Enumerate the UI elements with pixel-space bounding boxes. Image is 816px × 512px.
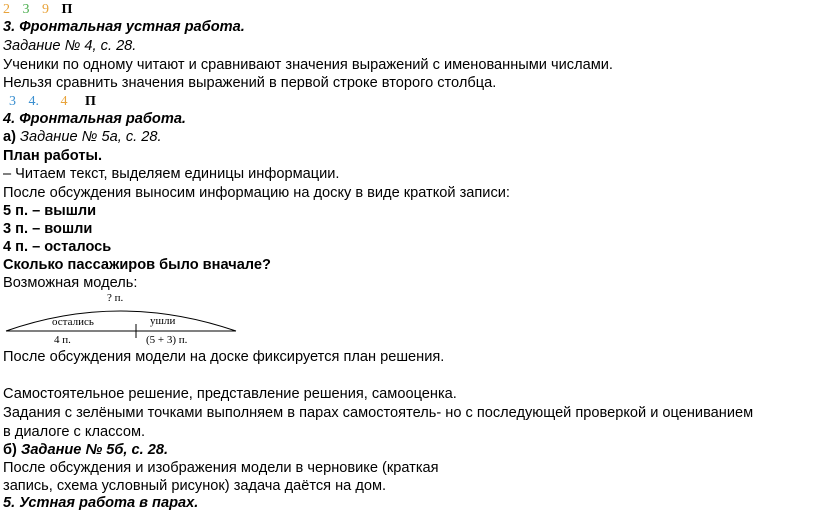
section-3-paragraph-1: Ученики по одному читают и сравнивают значения выражений с именованными числами. [3, 57, 613, 73]
model-intro: Возможная модель: [3, 275, 138, 291]
question: Сколько пассажиров было вначале? [3, 257, 271, 273]
section-4a-letter: а) [3, 129, 16, 145]
section-4a-task: Задание № 5а, с. 28. [20, 129, 162, 145]
marker-3: 9 [42, 2, 49, 17]
total-arc [6, 311, 236, 331]
marker-row-mid [9, 93, 105, 111]
self-work-line-1: Самостоятельное решение, представление решения, самооценка. [3, 386, 457, 402]
marker-5: 3 [9, 94, 16, 109]
segment-model-graphic [0, 290, 260, 350]
section-5-title: 5. Устная работа в парах. [3, 495, 199, 511]
marker-6: 4. [28, 94, 39, 109]
section-4b-paragraph-1: После обсуждения и изображения модели в черновике (краткая [3, 460, 439, 476]
section-4-title: 4. Фронтальная работа. [3, 111, 186, 127]
self-work-line-3: в диалоге с классом. [3, 424, 146, 440]
plan-title: План работы. [3, 148, 103, 164]
model-total-label: ? п. [107, 292, 124, 304]
model-right-below-label: (5 + 3) п. [146, 334, 188, 346]
marker-8: П [85, 94, 96, 109]
marker-4: П [61, 2, 73, 17]
model-left-below-label: 4 п. [54, 334, 71, 346]
section-4b-paragraph-2: запись, схема условный рисунок) задача даётся на дом. [3, 478, 387, 494]
self-work-line-2: Задания с зелёными точками выполняем в парах самостоятель- но с последующей проверкой и оцениванием [3, 405, 754, 421]
section-4a [3, 128, 162, 146]
section-3-paragraph-2: Нельзя сравнить значения выражений в первой строке второго столбца. [3, 75, 497, 91]
section-3-task: Задание № 4, с. 28. [3, 38, 137, 54]
marker-1: 2 [3, 2, 10, 17]
marker-2: 3 [22, 2, 30, 17]
marker-row-top [3, 1, 81, 19]
plan-step-1: – Читаем текст, выделяем единицы информации. [3, 166, 340, 182]
plan-step-2: После обсуждения выносим информацию на доску в виде краткой записи: [3, 185, 510, 201]
section-4b [3, 441, 168, 459]
section-4b-task: Задание № 5б, с. 28. [20, 442, 169, 458]
record-line-3: 4 п. – осталось [3, 239, 112, 255]
record-line-1: 5 п. – вышли [3, 203, 97, 219]
model-left-inner-label: остались [52, 316, 94, 328]
section-4b-letter: б) [3, 442, 17, 458]
segment-model-diagram [0, 290, 260, 350]
after-model-text: После обсуждения модели на доске фиксируется план решения. [3, 349, 445, 365]
record-line-2: 3 п. – вошли [3, 221, 93, 237]
model-right-inner-label: ушли [150, 315, 176, 327]
marker-7: 4 [60, 94, 68, 109]
section-3-title: 3. Фронтальная устная работа. [3, 19, 245, 35]
